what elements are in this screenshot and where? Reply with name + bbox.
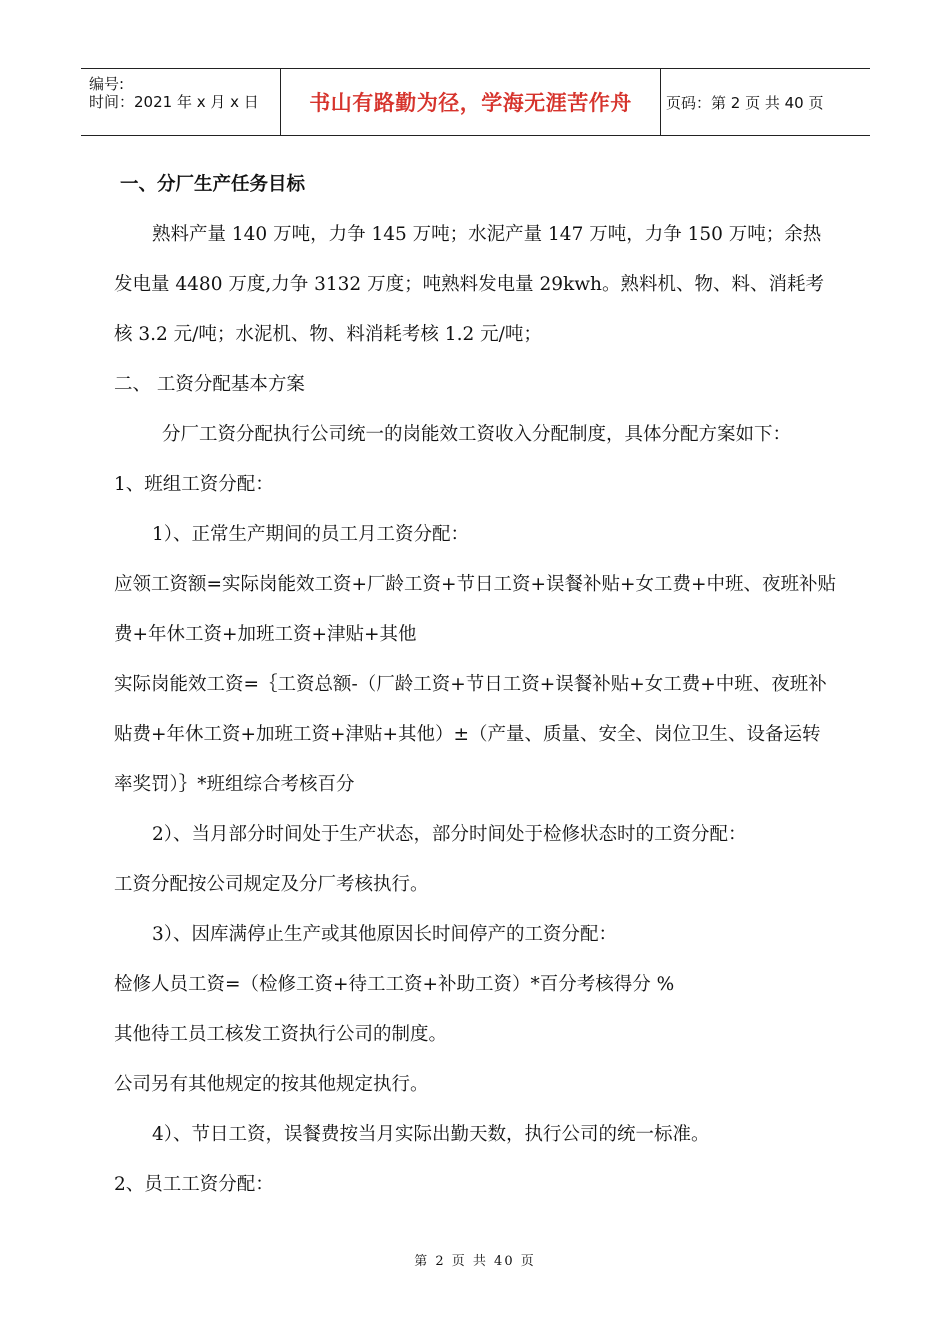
- page-footer: 第 2 页 共 40 页: [414, 1254, 536, 1269]
- formula-line: 费+年休工资+加班工资+津贴+其他: [114, 624, 417, 645]
- paragraph-line: 其他待工员工核发工资执行公司的制度。: [114, 1024, 448, 1045]
- header-motto-cell: [281, 69, 661, 135]
- paragraph-line: 分厂工资分配执行公司统一的岗能效工资收入分配制度，具体分配方案如下：: [162, 424, 792, 445]
- header-meta-cell: [81, 69, 281, 135]
- formula-line: 贴费+年休工资+加班工资+津贴+其他）±（产量、质量、安全、岗位卫生、设备运转: [114, 724, 821, 745]
- paragraph-line: 核 3.2 元/吨；水泥机、物、料消耗考核 1.2 元/吨；: [114, 324, 542, 345]
- paragraph-line: 工资分配按公司规定及分厂考核执行。: [114, 874, 429, 895]
- document-number-label: 编号:: [89, 75, 125, 93]
- section-heading-2: 二、 工资分配基本方案: [114, 374, 305, 395]
- formula-line: 应领工资额=实际岗能效工资+厂龄工资+节日工资+误餐补贴+女工费+中班、夜班补贴: [114, 574, 837, 595]
- item-heading: 4）、节日工资，误餐费按当月实际出勤天数，执行公司的统一标准。: [152, 1124, 710, 1145]
- document-header-table: [81, 68, 870, 136]
- paragraph-line: 发电量 4480 万度,力争 3132 万度；吨熟料发电量 29kwh。熟料机、物、料、消耗考: [114, 274, 824, 295]
- header-page-info: 页码：第 2 页 共 40 页: [666, 93, 824, 112]
- header-page-cell: [661, 69, 870, 135]
- document-date-label: 时间：2021 年 x 月 x 日: [89, 93, 259, 111]
- item-heading: 2）、当月部分时间处于生产状态，部分时间处于检修状态时的工资分配：: [152, 824, 747, 845]
- formula-line: 实际岗能效工资=｛工资总额-（厂龄工资+节日工资+误餐补贴+女工费+中班、夜班补: [114, 674, 827, 695]
- subsection-heading: 2、员工工资分配：: [114, 1174, 274, 1195]
- formula-line: 率奖罚）｝*班组综合考核百分: [114, 774, 355, 795]
- item-heading: 1）、正常生产期间的员工月工资分配：: [152, 524, 470, 545]
- formula-line: 检修人员工资=（检修工资+待工工资+补助工资）*百分考核得分 %: [114, 974, 675, 995]
- item-heading: 3）、因库满停止生产或其他原因长时间停产的工资分配：: [152, 924, 618, 945]
- subsection-heading: 1、班组工资分配：: [114, 474, 274, 495]
- header-motto: 书山有路勤为径，学海无涯苦作舟: [309, 91, 632, 115]
- paragraph-line: 公司另有其他规定的按其他规定执行。: [114, 1074, 429, 1095]
- section-heading-1: 一、分厂生产任务目标: [120, 174, 306, 195]
- paragraph-line: 熟料产量 140 万吨，力争 145 万吨；水泥产量 147 万吨，力争 150 万吨；余热: [152, 224, 822, 245]
